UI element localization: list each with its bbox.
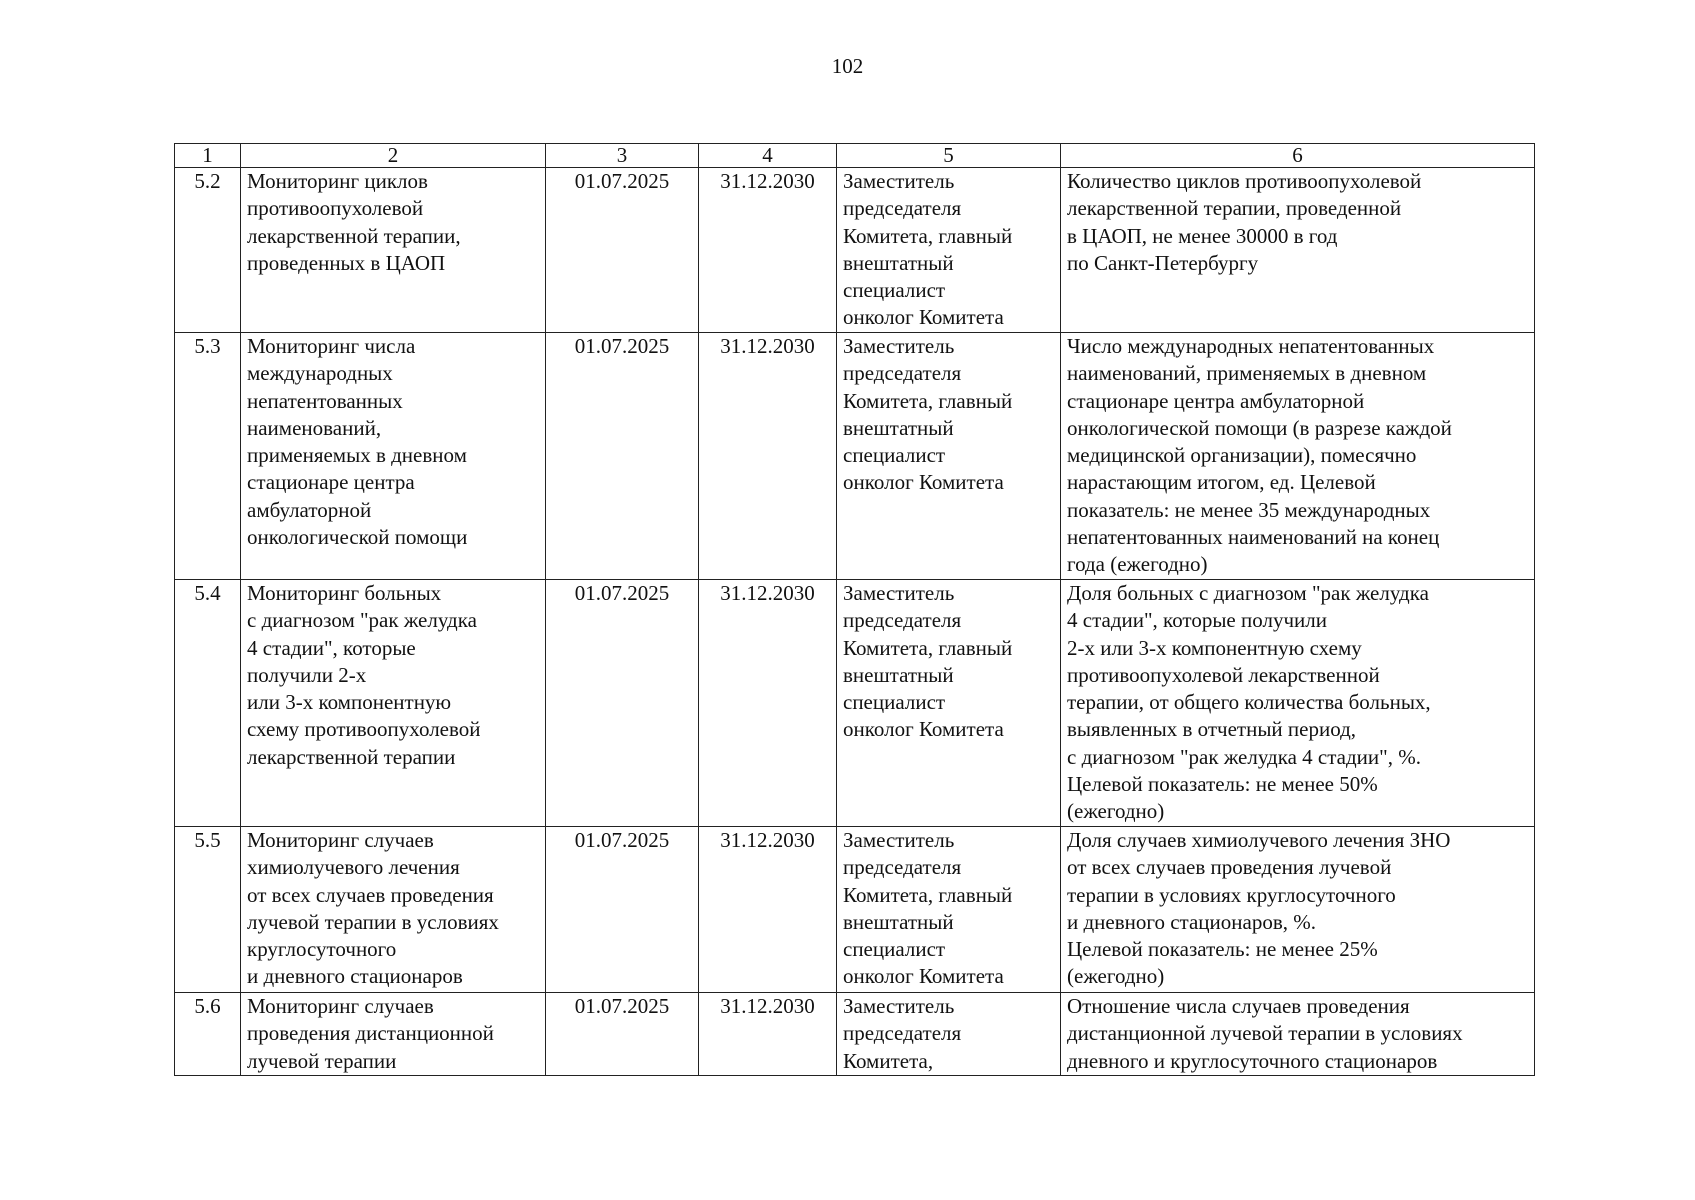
target-indicator: Количество циклов противоопухолевой лекарственной терапии, проведенной в ЦАОП, не менее 30000 в год по Санкт-Петербургу (1061, 168, 1535, 333)
end-date: 31.12.2030 (699, 333, 837, 580)
target-indicator: Число международных непатентованных наименований, применяемых в дневном стационаре центра амбулаторной онкологической помощи (в разрезе каждой медицинской организации), помесячно нарастающим итогом, ед. Целевой показатель: не менее 35 международных непатентованных наименований на конец года (ежегодно) (1061, 333, 1535, 580)
end-date: 31.12.2030 (699, 993, 837, 1076)
table-row (175, 580, 1535, 827)
event-name: Мониторинг случаев химиолучевого лечения от всех случаев проведения лучевой терапии в условиях круглосуточного и дневного стационаров (241, 827, 546, 993)
row-number: 5.4 (175, 580, 241, 827)
target-indicator: Отношение числа случаев проведения дистанционной лучевой терапии в условиях дневного и круглосуточного стационаров (1061, 993, 1535, 1076)
start-date: 01.07.2025 (546, 827, 699, 993)
row-number: 5.2 (175, 168, 241, 333)
target-indicator: Доля случаев химиолучевого лечения ЗНО от всех случаев проведения лучевой терапии в условиях круглосуточного и дневного стационаров, %. Целевой показатель: не менее 25% (ежегодно) (1061, 827, 1535, 993)
event-name: Мониторинг числа международных непатентованных наименований, применяемых в дневном стационаре центра амбулаторной онкологической помощи (241, 333, 546, 580)
responsible-person: Заместитель председателя Комитета, главный внештатный специалист онколог Комитета (837, 333, 1061, 580)
column-header-1: 1 (175, 144, 241, 168)
end-date: 31.12.2030 (699, 827, 837, 993)
column-header-6: 6 (1061, 144, 1535, 168)
event-name: Мониторинг случаев проведения дистанционной лучевой терапии (241, 993, 546, 1076)
responsible-person: Заместитель председателя Комитета, главный внештатный специалист онколог Комитета (837, 580, 1061, 827)
column-header-2: 2 (241, 144, 546, 168)
table-row (175, 993, 1535, 1076)
start-date: 01.07.2025 (546, 580, 699, 827)
monitoring-table (174, 143, 1535, 1076)
row-number: 5.6 (175, 993, 241, 1076)
row-number: 5.3 (175, 333, 241, 580)
table-row (175, 333, 1535, 580)
target-indicator: Доля больных с диагнозом "рак желудка 4 стадии", которые получили 2-х или 3-х компонентную схему противоопухолевой лекарственной терапии, от общего количества больных, выявленных в отчетный период, с диагнозом "рак желудка 4 стадии", %. Целевой показатель: не менее 50% (ежегодно) (1061, 580, 1535, 827)
row-number: 5.5 (175, 827, 241, 993)
event-name: Мониторинг больных с диагнозом "рак желудка 4 стадии", которые получили 2-х или 3-х компонентную схему противоопухолевой лекарственной терапии (241, 580, 546, 827)
end-date: 31.12.2030 (699, 580, 837, 827)
column-header-3: 3 (546, 144, 699, 168)
start-date: 01.07.2025 (546, 168, 699, 333)
column-header-5: 5 (837, 144, 1061, 168)
end-date: 31.12.2030 (699, 168, 837, 333)
start-date: 01.07.2025 (546, 333, 699, 580)
event-name: Мониторинг циклов противоопухолевой лекарственной терапии, проведенных в ЦАОП (241, 168, 546, 333)
table-header-row (175, 144, 1535, 168)
start-date: 01.07.2025 (546, 993, 699, 1076)
column-header-4: 4 (699, 144, 837, 168)
responsible-person: Заместитель председателя Комитета, (837, 993, 1061, 1076)
table-row (175, 827, 1535, 993)
responsible-person: Заместитель председателя Комитета, главный внештатный специалист онколог Комитета (837, 827, 1061, 993)
page-number: 102 (831, 54, 864, 78)
responsible-person: Заместитель председателя Комитета, главный внештатный специалист онколог Комитета (837, 168, 1061, 333)
table-row (175, 168, 1535, 333)
